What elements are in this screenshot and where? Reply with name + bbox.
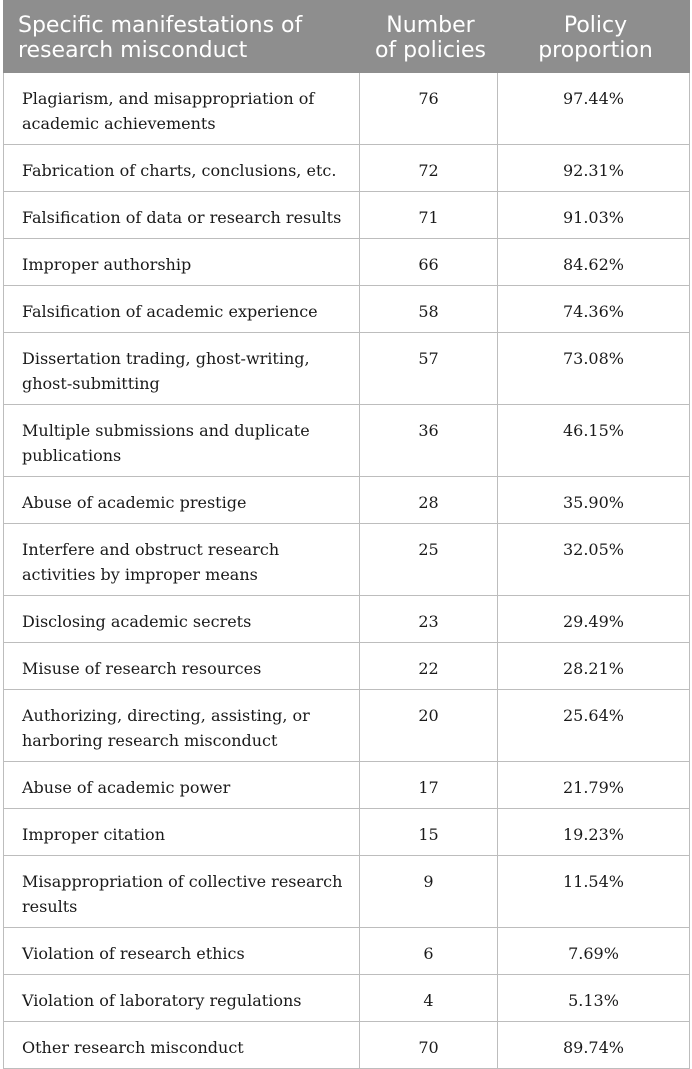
table-row — [4, 762, 690, 809]
column-header-manifestation: Specific manifestations of research misconduct — [4, 1, 360, 73]
proportion-cell: 35.90% — [498, 477, 690, 524]
count-cell: 71 — [360, 192, 498, 239]
count-cell: 9 — [360, 856, 498, 928]
table-row — [4, 477, 690, 524]
manifestation-cell: Other research misconduct — [4, 1022, 360, 1069]
manifestation-cell: Misappropriation of collective research results — [4, 856, 360, 928]
count-cell: 25 — [360, 524, 498, 596]
table-row — [4, 809, 690, 856]
table-row — [4, 1022, 690, 1069]
manifestation-cell: Dissertation trading, ghost-writing, ghost-submitting — [4, 333, 360, 405]
proportion-cell: 97.44% — [498, 73, 690, 145]
table-row — [4, 690, 690, 762]
table-row — [4, 333, 690, 405]
count-cell: 22 — [360, 643, 498, 690]
manifestation-cell: Abuse of academic power — [4, 762, 360, 809]
proportion-cell: 28.21% — [498, 643, 690, 690]
manifestation-cell: Improper citation — [4, 809, 360, 856]
proportion-cell: 91.03% — [498, 192, 690, 239]
table-row — [4, 975, 690, 1022]
table-row — [4, 286, 690, 333]
manifestation-cell: Interfere and obstruct research activities by improper means — [4, 524, 360, 596]
proportion-cell: 89.74% — [498, 1022, 690, 1069]
manifestation-cell: Falsification of academic experience — [4, 286, 360, 333]
count-cell: 58 — [360, 286, 498, 333]
manifestation-cell: Plagiarism, and misappropriation of academic achievements — [4, 73, 360, 145]
table-row — [4, 73, 690, 145]
proportion-cell: 84.62% — [498, 239, 690, 286]
table-row — [4, 192, 690, 239]
manifestation-cell: Abuse of academic prestige — [4, 477, 360, 524]
count-cell: 70 — [360, 1022, 498, 1069]
proportion-cell: 46.15% — [498, 405, 690, 477]
manifestation-cell: Disclosing academic secrets — [4, 596, 360, 643]
proportion-cell: 5.13% — [498, 975, 690, 1022]
count-cell: 17 — [360, 762, 498, 809]
proportion-cell: 19.23% — [498, 809, 690, 856]
count-cell: 15 — [360, 809, 498, 856]
manifestation-cell: Violation of laboratory regulations — [4, 975, 360, 1022]
table-row — [4, 524, 690, 596]
column-header-proportion: Policy proportion — [498, 1, 690, 73]
proportion-cell: 92.31% — [498, 145, 690, 192]
table-row — [4, 145, 690, 192]
table-row — [4, 643, 690, 690]
count-cell: 28 — [360, 477, 498, 524]
proportion-cell: 32.05% — [498, 524, 690, 596]
table-row — [4, 239, 690, 286]
column-header-count: Number of policies — [360, 1, 498, 73]
proportion-cell: 74.36% — [498, 286, 690, 333]
proportion-cell: 73.08% — [498, 333, 690, 405]
table-row — [4, 405, 690, 477]
proportion-cell: 29.49% — [498, 596, 690, 643]
manifestation-cell: Multiple submissions and duplicate publications — [4, 405, 360, 477]
count-cell: 20 — [360, 690, 498, 762]
count-cell: 23 — [360, 596, 498, 643]
count-cell: 72 — [360, 145, 498, 192]
count-cell: 4 — [360, 975, 498, 1022]
manifestation-cell: Authorizing, directing, assisting, or harboring research misconduct — [4, 690, 360, 762]
proportion-cell: 21.79% — [498, 762, 690, 809]
proportion-cell: 7.69% — [498, 928, 690, 975]
misconduct-table — [3, 0, 690, 1069]
table-row — [4, 928, 690, 975]
count-cell: 6 — [360, 928, 498, 975]
count-cell: 76 — [360, 73, 498, 145]
manifestation-cell: Violation of research ethics — [4, 928, 360, 975]
count-cell: 57 — [360, 333, 498, 405]
table-row — [4, 596, 690, 643]
proportion-cell: 25.64% — [498, 690, 690, 762]
manifestation-cell: Misuse of research resources — [4, 643, 360, 690]
header-row — [4, 1, 690, 73]
count-cell: 36 — [360, 405, 498, 477]
count-cell: 66 — [360, 239, 498, 286]
manifestation-cell: Fabrication of charts, conclusions, etc. — [4, 145, 360, 192]
manifestation-cell: Improper authorship — [4, 239, 360, 286]
table-row — [4, 856, 690, 928]
manifestation-cell: Falsification of data or research results — [4, 192, 360, 239]
proportion-cell: 11.54% — [498, 856, 690, 928]
